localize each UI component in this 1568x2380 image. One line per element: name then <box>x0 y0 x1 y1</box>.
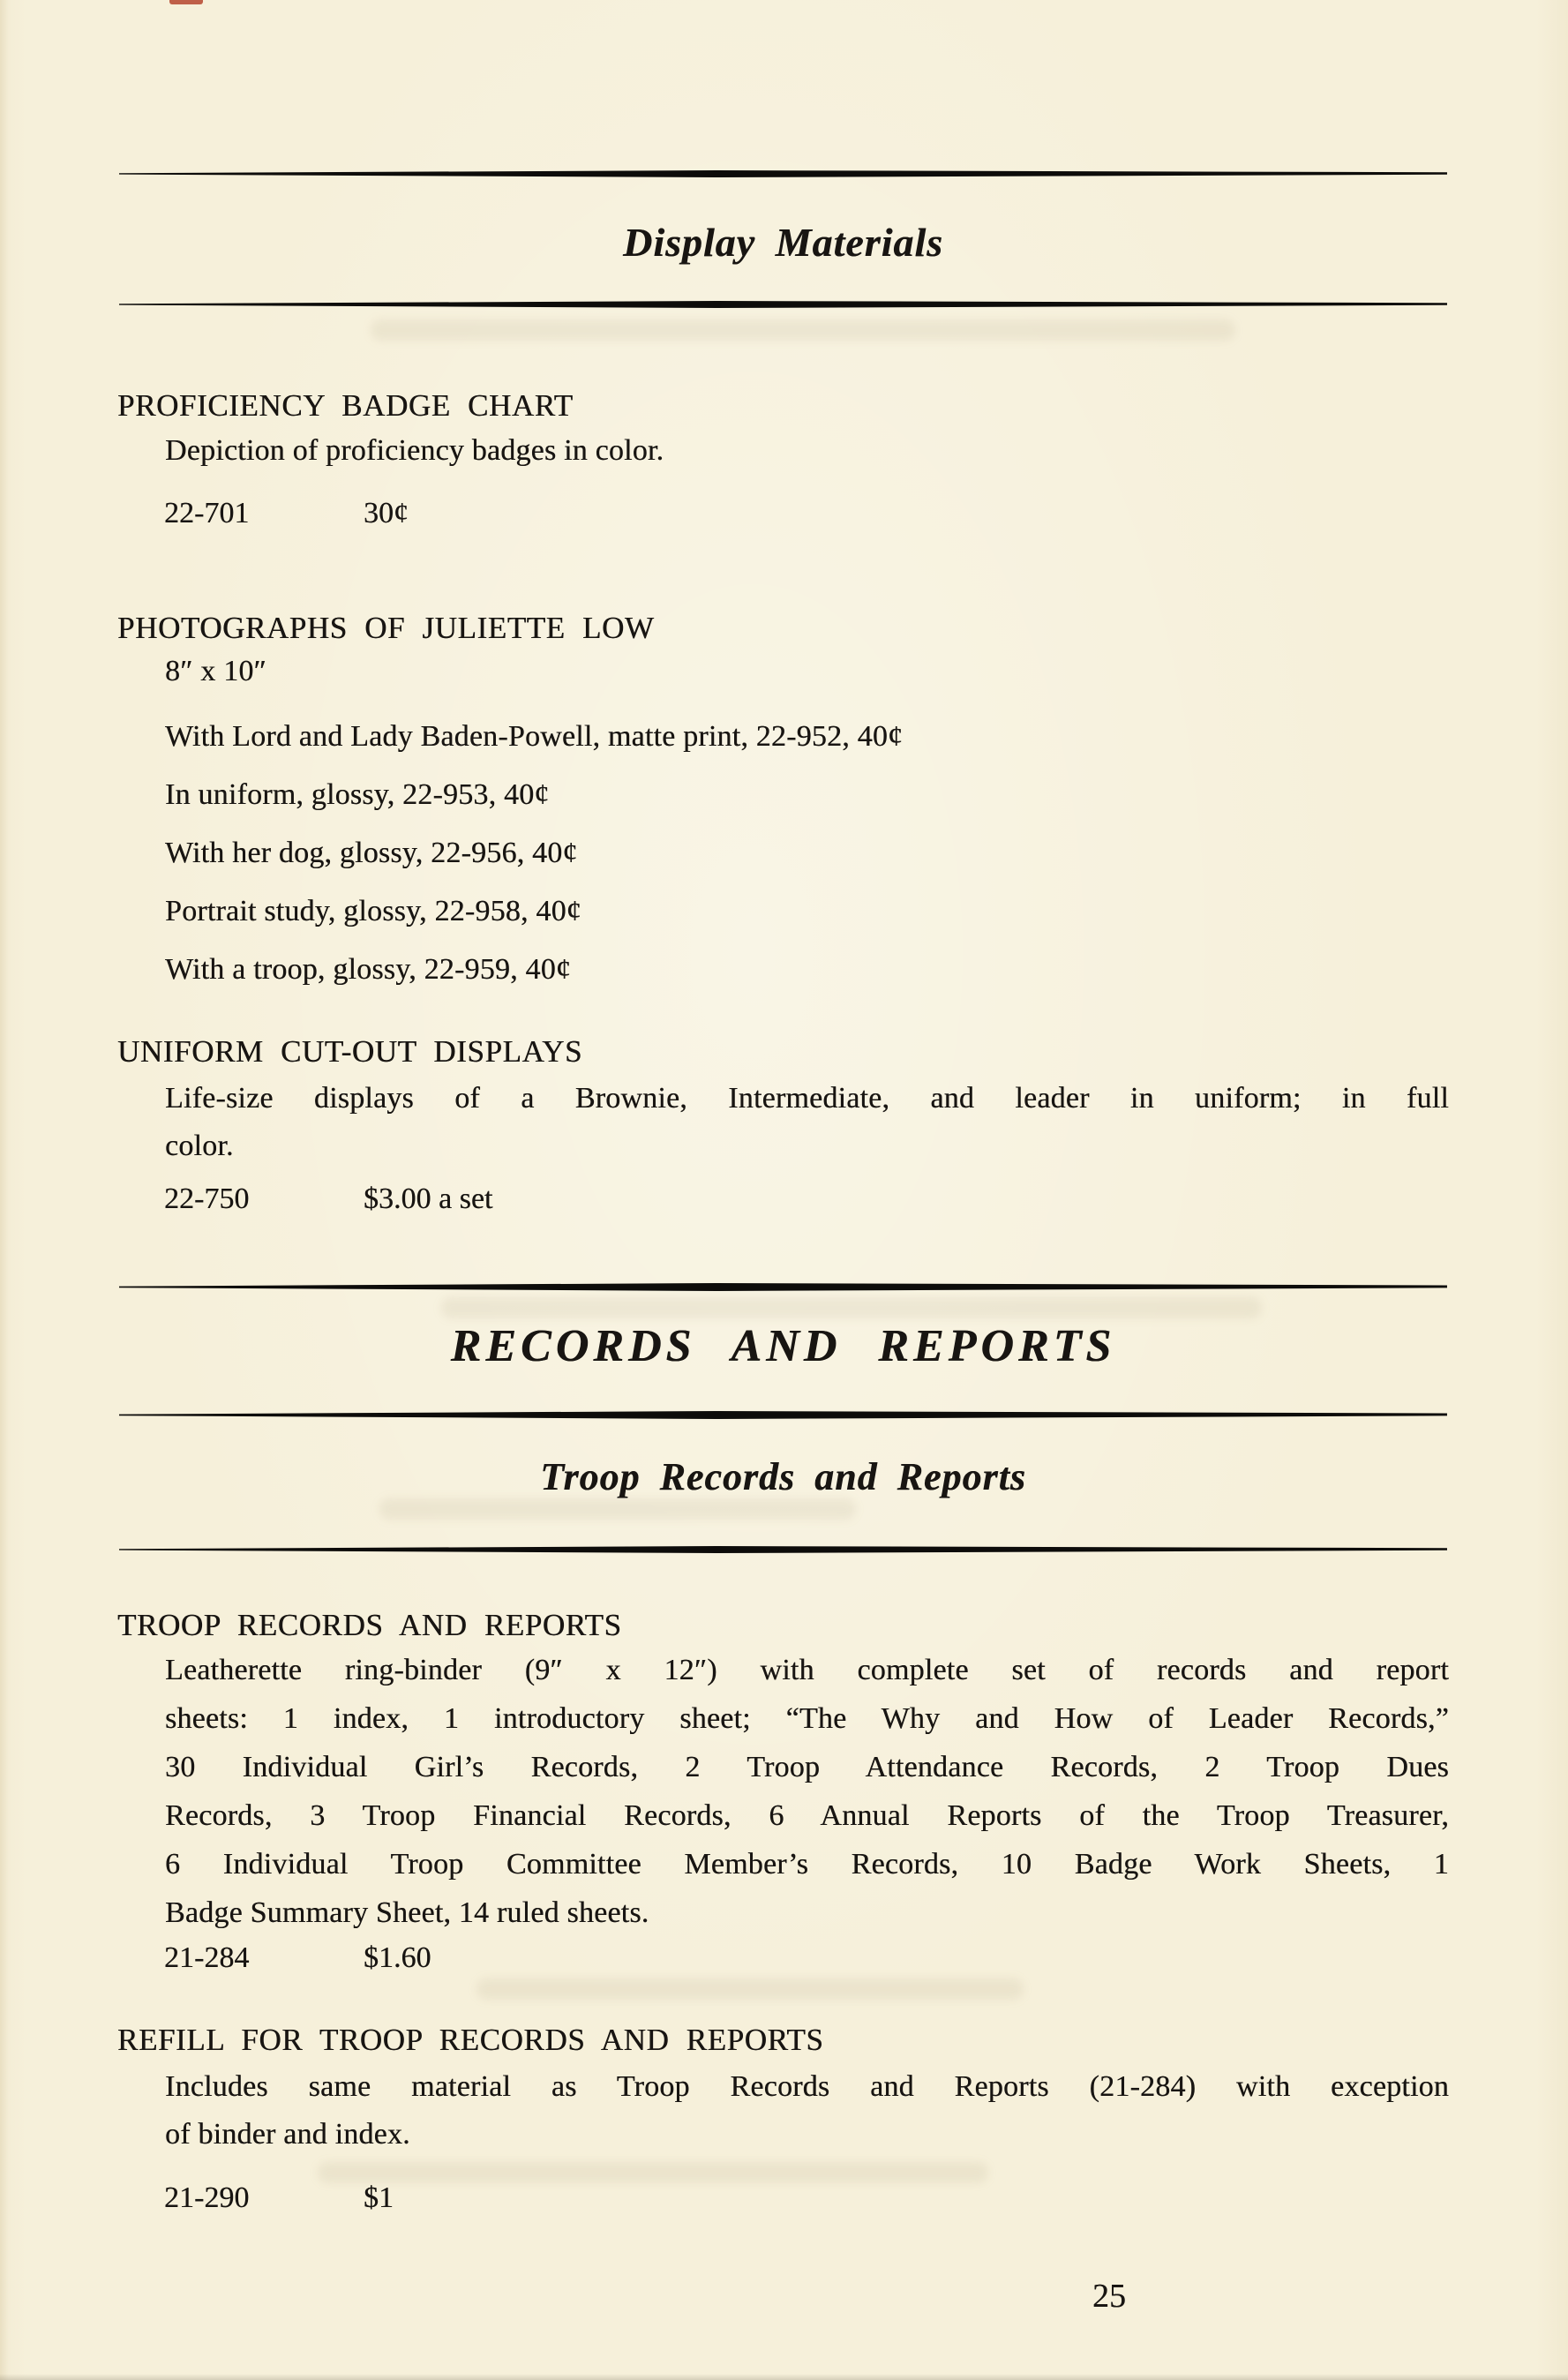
section-rule <box>119 1411 1447 1419</box>
show-through-smudge <box>371 319 1235 341</box>
item-description: Depiction of proficiency badges in color. <box>165 434 664 467</box>
item-description-line: of binder and index. <box>165 2118 410 2151</box>
photo-variant: Portrait study, glossy, 22-958, 40¢ <box>165 895 581 927</box>
item-code: 21-290 <box>164 2181 250 2214</box>
item-description-line: sheets: 1 index, 1 introductory sheet; “The Why and How of Leader Records,” <box>165 1702 1449 1735</box>
item-heading-photographs-juliette-low: PHOTOGRAPHS OF JULIETTE LOW <box>117 611 655 645</box>
photo-variant: With Lord and Lady Baden-Powell, matte print, 22-952, 40¢ <box>165 720 904 753</box>
section-rule-top <box>119 170 1447 177</box>
photo-variant: With a troop, glossy, 22-959, 40¢ <box>165 953 572 986</box>
item-heading-refill-troop-records: REFILL FOR TROOP RECORDS AND REPORTS <box>117 2023 824 2057</box>
section-rule <box>119 1283 1447 1291</box>
scan-ink-fleck <box>169 0 203 4</box>
item-price: $3.00 a set <box>364 1182 493 1215</box>
show-through-smudge <box>441 1297 1262 1318</box>
page-number: 25 <box>1092 2278 1126 2315</box>
section-title-records-and-reports: RECORDS AND REPORTS <box>450 1321 1116 1371</box>
item-description-line: 30 Individual Girl’s Records, 2 Troop Attendance Records, 2 Troop Dues <box>165 1751 1449 1783</box>
show-through-smudge <box>476 1978 1024 2000</box>
item-description-line: 6 Individual Troop Committee Member’s Records, 10 Badge Work Sheets, 1 <box>165 1848 1449 1881</box>
item-price: $1 <box>364 2181 394 2214</box>
show-through-smudge <box>379 1498 856 1520</box>
item-heading-proficiency-badge-chart: PROFICIENCY BADGE CHART <box>117 388 574 423</box>
photo-variant: With her dog, glossy, 22-956, 40¢ <box>165 837 578 869</box>
subsection-title-troop-records: Troop Records and Reports <box>540 1455 1026 1498</box>
section-rule <box>119 1546 1447 1553</box>
item-code: 22-701 <box>164 497 250 529</box>
photo-variant: In uniform, glossy, 22-953, 40¢ <box>165 778 550 811</box>
item-description-line: Records, 3 Troop Financial Records, 6 Annual Reports of the Troop Treasurer, <box>165 1799 1449 1832</box>
item-code: 21-284 <box>164 1941 250 1974</box>
item-description-line: Includes same material as Troop Records and Reports (21-284) with exception <box>165 2070 1449 2103</box>
item-description-line: Life-size displays of a Brownie, Intermediate, and leader in uniform; in full <box>165 1082 1449 1115</box>
item-description-line: Leatherette ring-binder (9″ x 12″) with complete set of records and report <box>165 1654 1449 1686</box>
item-description-line: Badge Summary Sheet, 14 ruled sheets. <box>165 1896 649 1929</box>
item-heading-uniform-cutout-displays: UNIFORM CUT-OUT DISPLAYS <box>117 1034 583 1069</box>
item-size: 8″ x 10″ <box>165 655 266 687</box>
item-price: $1.60 <box>364 1941 431 1974</box>
item-code: 22-750 <box>164 1182 250 1215</box>
show-through-smudge <box>318 2162 988 2183</box>
item-heading-troop-records-and-reports: TROOP RECORDS AND REPORTS <box>117 1608 622 1642</box>
section-title-display-materials: Display Materials <box>622 220 944 265</box>
item-price: 30¢ <box>364 497 409 529</box>
section-rule-bottom <box>119 301 1447 308</box>
item-description-line: color. <box>165 1130 234 1162</box>
